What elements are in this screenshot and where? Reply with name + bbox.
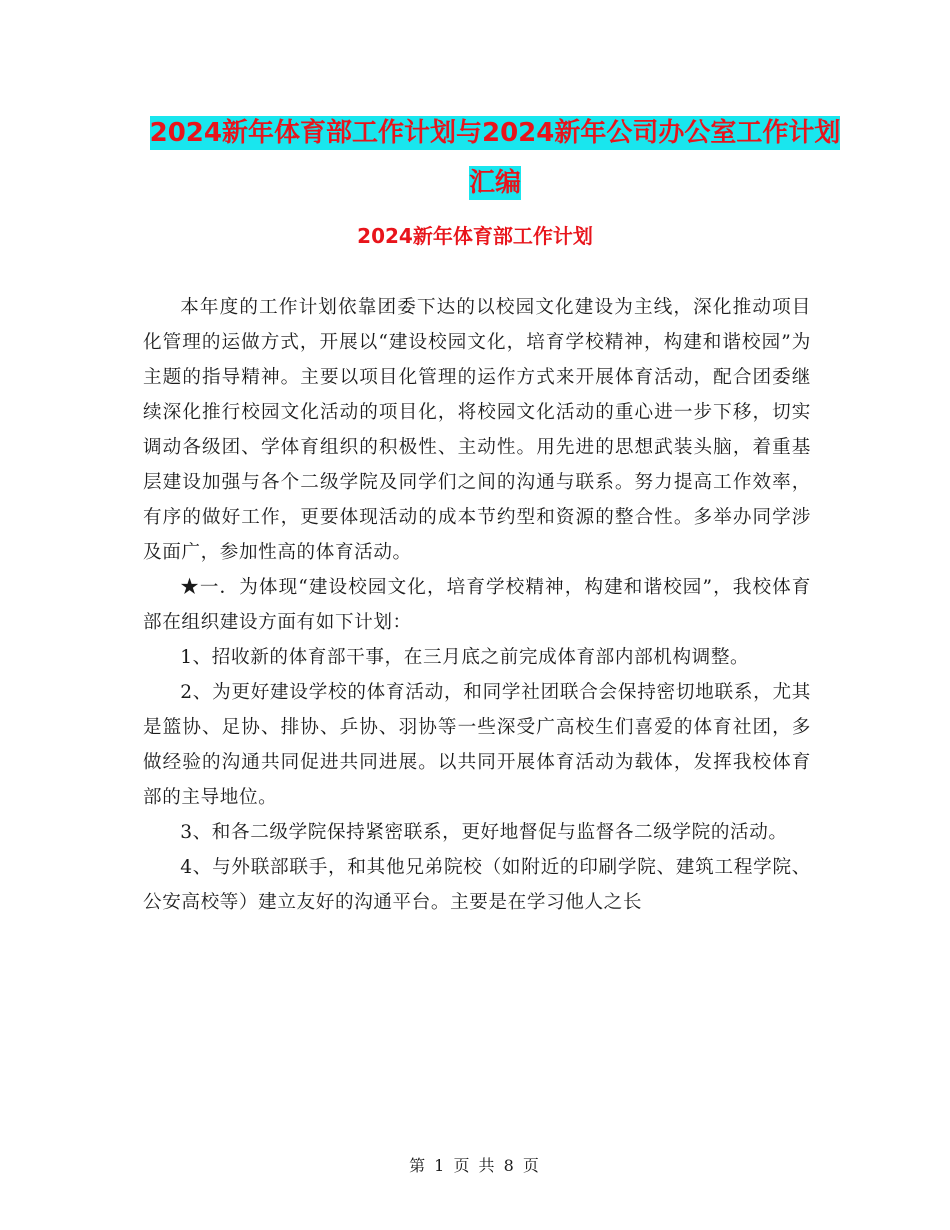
page-indicator: 第 1 页 共 8 页 bbox=[409, 1156, 541, 1175]
document-main-title bbox=[140, 108, 850, 208]
title-highlight: 2024新年体育部工作计划与2024新年公司办公室工作计划汇编 bbox=[149, 118, 841, 198]
paragraph-intro: 本年度的工作计划依靠团委下达的以校园文化建设为主线，深化推动项目化管理的运做方式，开展以“建设校园文化，培育学校精神，构建和谐校园”为主题的指导精神。主要以项目化管理的运作方式来开展体育活动，配合团委继续深化推行校园文化活动的项目化，将校园文化活动的重心进一步下移，切实调动各级团、学体育组织的积极性、主动性。用先进的思想武装头脑，着重基层建设加强与各个二级学院及同学们之间的沟通与联系。努力提高工作效率，有序的做好工作，更要体现活动的成本节约型和资源的整合性。多举办同学涉及面广，参加性高的体育活动。 bbox=[143, 297, 811, 563]
paragraph-item-4: 4、与外联部联手，和其他兄弟院校（如附近的印刷学院、建筑工程学院、公安高校等）建立友好的沟通平台。主要是在学习他人之长 bbox=[143, 857, 811, 913]
paragraph-item-3: 3、和各二级学院保持紧密联系，更好地督促与监督各二级学院的活动。 bbox=[180, 822, 788, 843]
paragraph-section-one: ★一．为体现“建设校园文化，培育学校精神，构建和谐校园”，我校体育部在组织建设方面有如下计划： bbox=[143, 577, 812, 633]
document-body bbox=[143, 290, 811, 920]
paragraph-item-2: 2、为更好建设学校的体育活动，和同学社团联合会保持密切地联系，尤其是篮协、足协、排协、乒协、羽协等一些深受广高校生们喜爱的体育社团，多做经验的沟通共同促进共同进展。以共同开展体育活动为载体，发挥我校体育部的主导地位。 bbox=[143, 682, 811, 808]
paragraph-item-1: 1、招收新的体育部干事，在三月底之前完成体育部内部机构调整。 bbox=[180, 647, 750, 668]
section-title: 2024新年体育部工作计划 bbox=[357, 224, 593, 248]
